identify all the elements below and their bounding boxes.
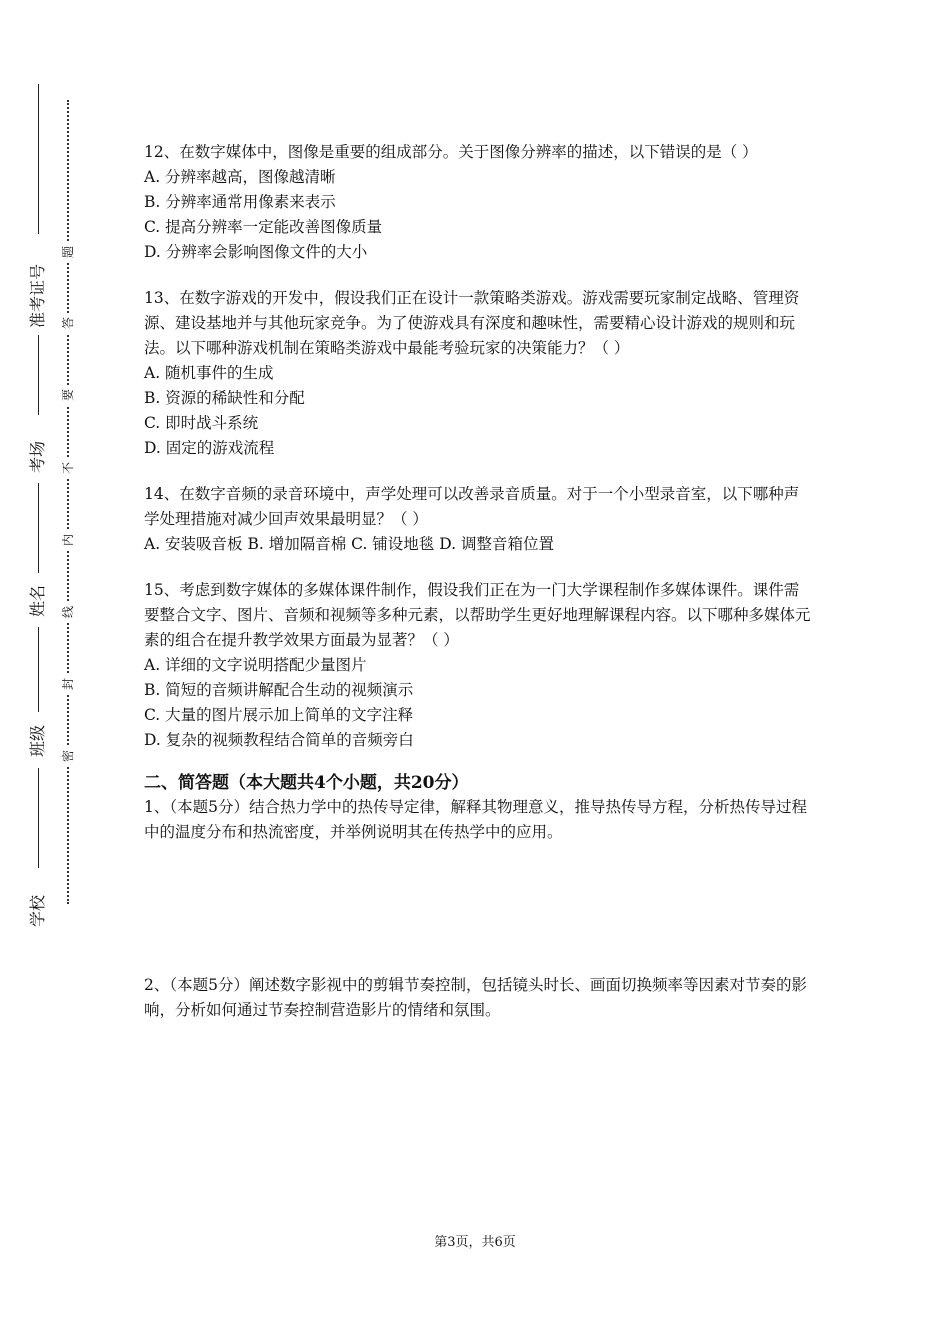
option-b: B. 资源的稀缺性和分配 <box>144 389 305 407</box>
option-d: D. 复杂的视频教程结合简单的音频旁白 <box>144 731 414 749</box>
question-stem: 13、在数字游戏的开发中，假设我们正在设计一款策略类游戏。游戏需要玩家制定战略、管理资源、建设基地并与其他玩家竞争。为了使游戏具有深度和趣味性，需要精心设计游戏的规则和玩法。以下哪种游戏机制在策略类游戏中最能考验玩家的决策能力？（ ） <box>144 289 800 357</box>
exam-id-line <box>38 84 39 234</box>
option-b: B. 简短的音频讲解配合生动的视频演示 <box>144 681 414 699</box>
options-inline: A. 安装吸音板 B. 增加隔音棉 C. 铺设地毯 D. 调整音箱位置 <box>144 535 554 553</box>
page-content <box>144 140 814 1023</box>
question-stem: 12、在数字媒体中，图像是重要的组成部分。关于图像分辨率的描述，以下错误的是（ ） <box>144 143 758 161</box>
seal-char: 内 <box>59 530 77 550</box>
short-answer-text: 2、（本题5分）阐述数字影视中的剪辑节奏控制，包括镜头时长、画面切换频率等因素对节奏的影响，分析如何通过节奏控制营造影片的情绪和氛围。 <box>144 976 807 1019</box>
name-label: 姓名 <box>28 585 47 618</box>
question-13 <box>144 286 814 461</box>
option-a: A. 随机事件的生成 <box>144 364 274 382</box>
section-title: 二、简答题（本大题共4个小题，共20分） <box>144 773 469 793</box>
exam-id-label: 准考证号 <box>28 264 47 329</box>
option-d: D. 固定的游戏流程 <box>144 439 275 457</box>
seal-char: 不 <box>59 458 77 478</box>
class-underline <box>38 768 39 868</box>
school-label: 学校 <box>28 895 47 928</box>
option-c: C. 即时战斗系统 <box>144 414 259 432</box>
page-footer: 第3页，共6页 <box>434 1235 516 1250</box>
seal-char: 线 <box>59 602 77 622</box>
question-stem: 14、在数字音频的录音环境中，声学处理可以改善录音质量。对于一个小型录音室，以下哪种声学处理措施对减少回声效果最明显？（ ） <box>144 485 800 528</box>
seal-char: 密 <box>59 746 77 766</box>
short-answer-1 <box>144 795 814 845</box>
seal-char: 要 <box>59 385 77 405</box>
question-15 <box>144 578 814 753</box>
option-d: D. 分辨率会影响图像文件的大小 <box>144 243 368 261</box>
question-14 <box>144 482 814 557</box>
seal-char: 封 <box>59 674 77 694</box>
class-label: 班级 <box>28 725 47 758</box>
name-underline <box>38 627 39 712</box>
option-c: C. 提高分辨率一定能改善图像质量 <box>144 218 383 236</box>
seal-dotted-line <box>67 100 69 904</box>
exam-id-underline <box>38 335 39 415</box>
short-answer-2 <box>144 973 814 1023</box>
option-a: A. 详细的文字说明搭配少量图片 <box>144 656 367 674</box>
seal-char: 题 <box>59 242 77 262</box>
option-c: C. 大量的图片展示加上简单的文字注释 <box>144 706 414 724</box>
option-a: A. 分辨率越高，图像越清晰 <box>144 168 336 186</box>
option-b: B. 分辨率通常用像素来表示 <box>144 193 336 211</box>
question-12 <box>144 140 814 265</box>
binding-margin <box>0 0 130 1344</box>
exam-room-label: 考场 <box>28 441 47 474</box>
exam-room-underline <box>38 483 39 573</box>
question-stem: 15、考虑到数字媒体的多媒体课件制作，假设我们正在为一门大学课程制作多媒体课件。课件需要整合文字、图片、音频和视频等多种元素，以帮助学生更好地理解课程内容。以下哪种多媒体元素的组合在提升教学效果方面最为显著？（ ） <box>144 581 811 649</box>
seal-char: 答 <box>59 313 77 333</box>
short-answer-text: 1、（本题5分）结合热力学中的热传导定律，解释其物理意义，推导热传导方程，分析热传导过程中的温度分布和热流密度，并举例说明其在传热学中的应用。 <box>144 798 807 841</box>
